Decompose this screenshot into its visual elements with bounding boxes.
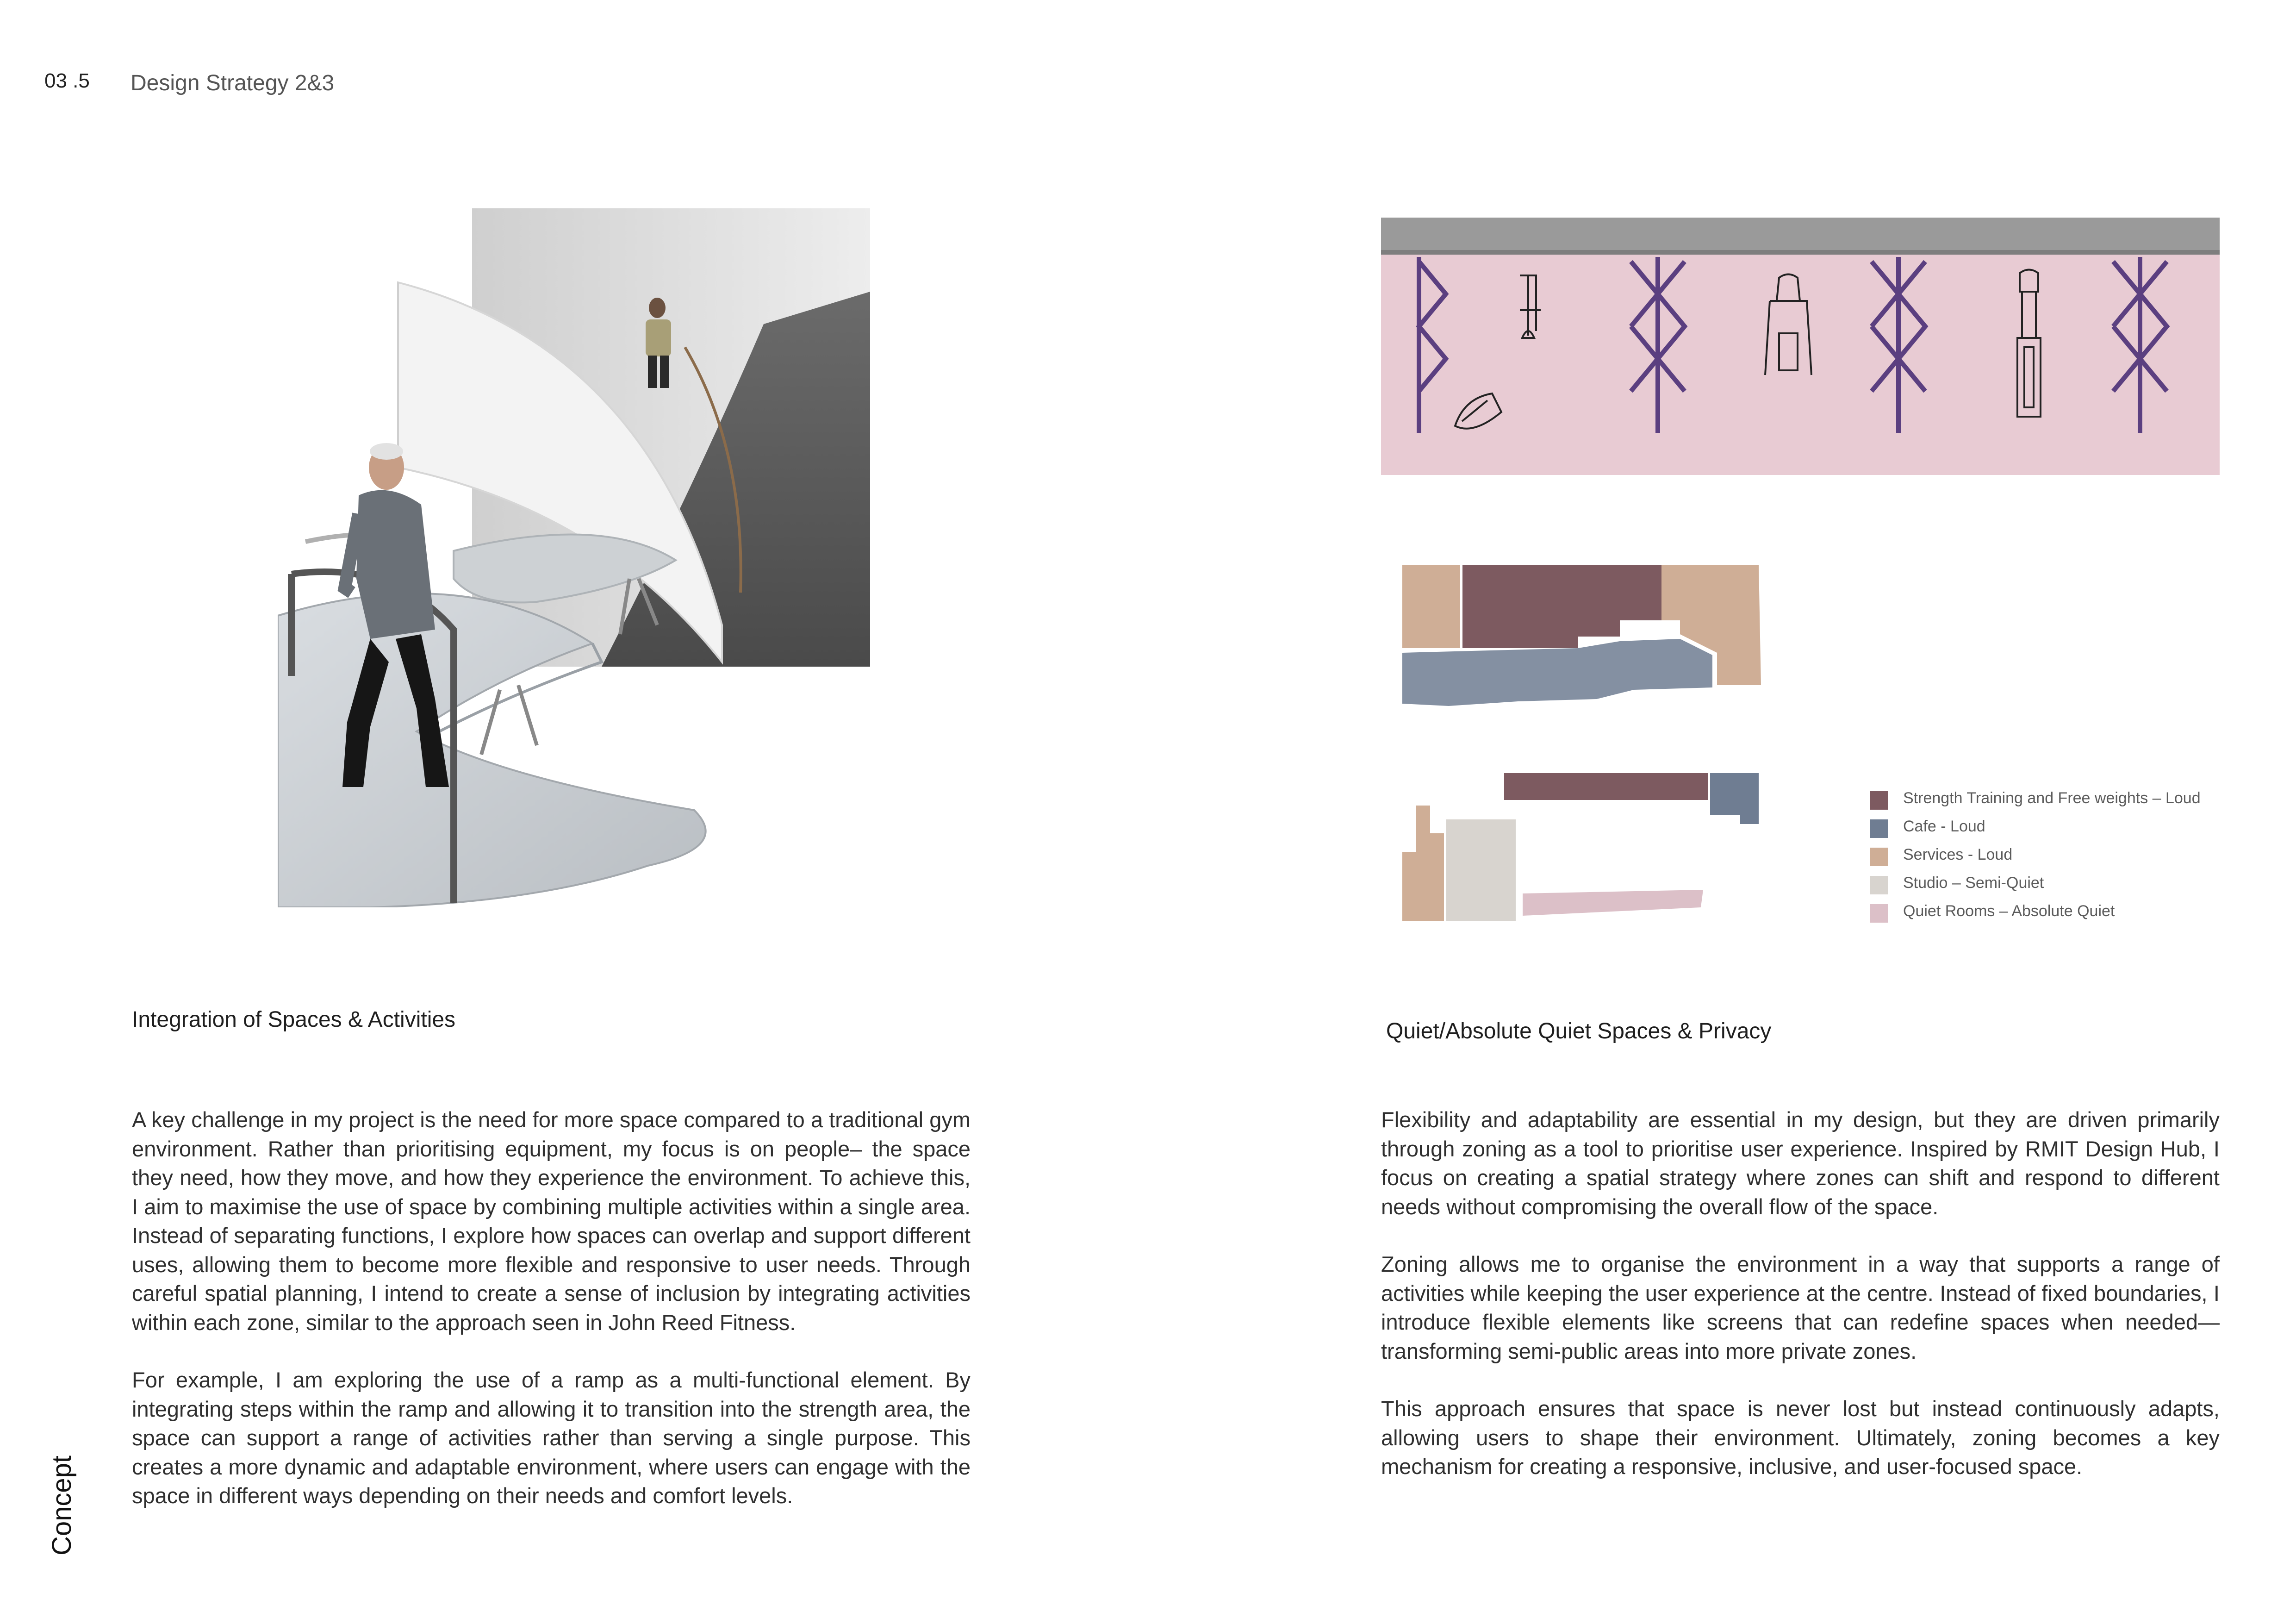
zone-legend bbox=[1870, 789, 2268, 931]
legend-label: Studio – Semi-Quiet bbox=[1903, 874, 2044, 892]
left-column-body bbox=[132, 1106, 971, 1539]
legend-swatch bbox=[1870, 791, 1888, 810]
legend-label: Services - Loud bbox=[1903, 846, 2013, 863]
legend-swatch bbox=[1870, 819, 1888, 838]
legend-label: Quiet Rooms – Absolute Quiet bbox=[1903, 902, 2115, 920]
left-column-heading: Integration of Spaces & Activities bbox=[132, 1007, 456, 1032]
legend-swatch bbox=[1870, 904, 1888, 923]
legend-item-studio bbox=[1870, 874, 2268, 902]
paragraph: For example, I am exploring the use of a ramp as a multi-functional element. By integrating steps within the ramp and allowing it to transition into the strength area, the space can support a range of activities rather than serving a single purpose. This creates a more dynamic and adaptable environment, where users can engage with the space in different ways depending on their needs and comfort levels. bbox=[132, 1368, 971, 1508]
right-column-heading: Quiet/Absolute Quiet Spaces & Privacy bbox=[1386, 1019, 1772, 1043]
legend-item-quiet bbox=[1870, 902, 2268, 931]
section-title: Design Strategy 2&3 bbox=[131, 71, 335, 95]
sidebar-chapter-label: Concept bbox=[47, 1455, 77, 1555]
paragraph: This approach ensures that space is never lost but instead continuously adapts, allowing users to shape their environment. Ultimately, zoning becomes a key mechanism for creating a responsive, inclusive, and user-focused space. bbox=[1381, 1396, 2220, 1479]
legend-label: Cafe - Loud bbox=[1903, 818, 1985, 835]
legend-item-cafe bbox=[1870, 818, 2268, 846]
legend-item-services bbox=[1870, 846, 2268, 874]
section-elevation-drawing bbox=[1381, 218, 2220, 475]
paragraph: Flexibility and adaptability are essential in my design, but they are driven primarily through zoning as a tool to prioritise user experience. Inspired by RMIT Design Hub, I focus on creating a spatial strategy where zones can shift and respond to different needs without compromising the overall flow of the space. bbox=[1381, 1107, 2220, 1219]
legend-item-strength bbox=[1870, 789, 2268, 818]
section-number: 03 .5 bbox=[44, 69, 90, 92]
zoning-plan-diagram-exploded bbox=[1402, 768, 1773, 926]
legend-label: Strength Training and Free weights – Loud bbox=[1903, 789, 2201, 807]
paragraph: A key challenge in my project is the need for more space compared to a traditional gym environment. Rather than prioritising equipment, my focus is on people– the space they need, how they move, and how they experience the environment. To achieve this, I aim to maximise the use of space by combining multiple activities within a single area. Instead of separating functions, I explore how spaces can overlap and support different uses, allowing them to become more flexible and responsive to user needs. Through careful spatial planning, I intend to create a sense of inclusion by integrating activities within each zone, similar to the approach seen in John Reed Fitness. bbox=[132, 1107, 971, 1335]
ramp-collage-image bbox=[278, 208, 879, 907]
paragraph: Zoning allows me to organise the environment in a way that supports a range of activities while keeping the user experience at the centre. Instead of fixed boundaries, I introduce flexible elements like screens that can redefine spaces when needed—transforming semi-public areas into more private zones. bbox=[1381, 1252, 2220, 1363]
zoning-plan-diagram bbox=[1402, 560, 1773, 718]
right-column-body bbox=[1381, 1106, 2220, 1510]
legend-swatch bbox=[1870, 876, 1888, 894]
legend-swatch bbox=[1870, 848, 1888, 866]
